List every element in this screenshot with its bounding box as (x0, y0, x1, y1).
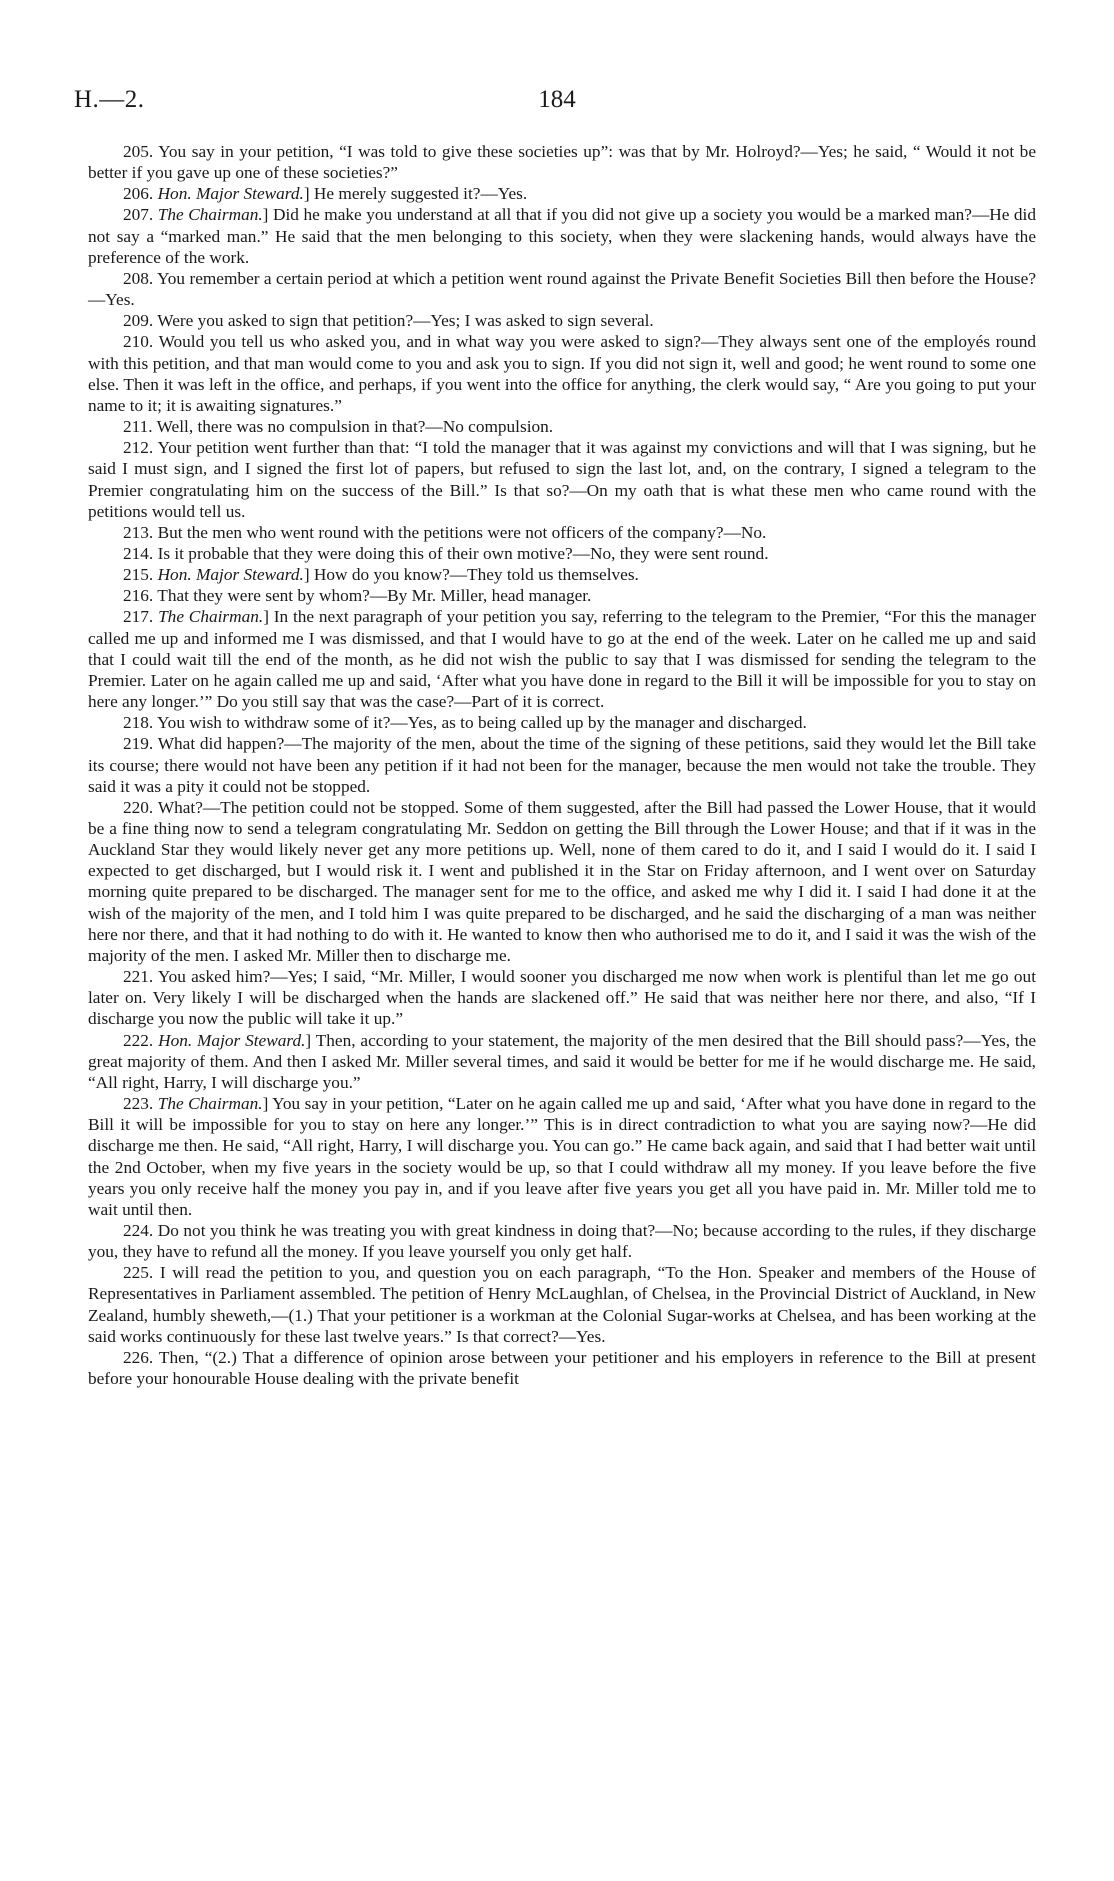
question-paragraph (88, 1262, 1036, 1347)
question-paragraph (88, 733, 1036, 796)
speaker-name: Hon. Major Steward. (157, 184, 304, 204)
question-number: 214. (123, 543, 154, 563)
paragraph-text: Well, there was no compulsion in that?—No compulsion. (156, 417, 554, 437)
paragraph-text: You say in your petition, “Later on he again called me up and said, ‘After what you have done in regard to the Bill it will be impossible for you to stay on here any longer.’” This is in direct contradiction to what you are saying now?—He did discharge me then. He said, “All right, Harry, I will discharge you. You can go.” He came back again, and said that I had better wait until the 2nd October, when my five years in the society would be up, so that I could withdraw all my money. If you leave before the five years you only receive half the money you pay in, and if you leave after five years you get all you have paid in. Mr. Miller told me to wait until then. (88, 1094, 1036, 1219)
paragraph-text: That they were sent by whom?—By Mr. Miller, head manager. (157, 586, 592, 606)
question-paragraph (88, 522, 1036, 543)
document-reference: H.—2. (74, 86, 145, 113)
paragraph-text: But the men who went round with the petitions were not officers of the company?—No. (157, 522, 767, 542)
speaker-name: The Chairman. (157, 205, 263, 225)
speaker-bracket: ] (263, 607, 269, 627)
question-paragraph (88, 331, 1036, 416)
question-paragraph (88, 416, 1036, 437)
question-paragraph (88, 585, 1036, 606)
question-paragraph (88, 437, 1036, 522)
paragraph-text: You wish to withdraw some of it?—Yes, as to being called up by the manager and discharged. (156, 713, 807, 733)
paragraph-text: What?—The petition could not be stopped. Some of them suggested, after the Bill had passed the Lower House, that it would be a fine thing now to send a telegram congratulating Mr. Seddon on getting the Bill through the Lower House; and that if it was in the Auckland Star they would likely never get any more petitions up. Well, none of them cared to do it, and I said I would do it. I said I expected to get discharged, but I would risk it. I went and published it in the Star on Friday afternoon, and I went over on Saturday morning quite prepared to be discharged. The manager sent for me to the office, and asked me why I did it. I said I had done it at the wish of the majority of the men, and I told him I was quite prepared to be discharged, and he said the discharging of a man was neither here nor there, and that it had nothing to do with it. He wanted to know then who authorised me to do it, and I said it was the wish of the majority of the men. I asked Mr. Miller then to discharge me. (88, 797, 1036, 965)
evidence-text (88, 141, 1036, 1389)
page-number: 184 (538, 86, 576, 113)
speaker-bracket: ] (262, 1094, 269, 1114)
question-number: 206. (123, 184, 154, 204)
paragraph-text: Were you asked to sign that petition?—Yes; I was asked to sign several. (157, 311, 654, 331)
paragraph-text: I will read the petition to you, and question you on each paragraph, “To the Hon. Speaker and members of the House of Representatives in Parliament assembled. The petition of Henry McLaughlan, of Chelsea, in the Provincial District of Auckland, in New Zealand, humbly sheweth,—(1.) That your petitioner is a workman at the Colonial Sugar-works at Chelsea, and has been working at the said works continuously for these last twelve years.” Is that correct?—Yes. (88, 1263, 1036, 1346)
question-paragraph (88, 564, 1036, 585)
question-paragraph (88, 1030, 1036, 1093)
question-number: 219. (123, 734, 154, 754)
speaker-bracket: ] (262, 205, 269, 225)
question-number: 208. (123, 268, 154, 288)
question-number: 226. (123, 1347, 154, 1367)
question-paragraph (88, 141, 1036, 183)
question-paragraph (88, 606, 1036, 712)
speaker-bracket: ] (305, 1030, 312, 1050)
question-number: 221. (123, 967, 154, 987)
question-number: 222. (123, 1030, 154, 1050)
paragraph-text: Did he make you understand at all that if you did not give up a society you would be a marked man?—He did not say a “marked man.” He said that the men belonging to this society, when they were slackening hands, would always have the preference of the work. (88, 205, 1036, 267)
speaker-name: Hon. Major Steward. (158, 1030, 306, 1050)
paragraph-text: Do not you think he was treating you with great kindness in doing that?—No; because according to the rules, if they discharge you, they have to refund all the money. If you leave yourself you only get half. (88, 1220, 1036, 1262)
speaker-bracket: ] (303, 565, 310, 585)
paragraph-text: You asked him?—Yes; I said, “Mr. Miller, I would sooner you discharged me now when work is plentiful than let me go out later on. Very likely I will be discharged when the hands are slackened off.” He said that was neither here nor there, and also, “If I discharge you now the public will take it up.” (88, 967, 1036, 1029)
paragraph-text: Is it probable that they were doing this of their own motive?—No, they were sent round. (157, 543, 769, 563)
question-paragraph (88, 797, 1036, 966)
paragraph-text: He merely suggested it?—Yes. (313, 184, 528, 204)
page-header (74, 86, 1040, 120)
paragraph-text: Then, “(2.) That a difference of opinion arose between your petitioner and his employers in reference to the Bill at present before your honourable House dealing with the private benefit (88, 1347, 1036, 1389)
paragraph-text: Then, according to your statement, the majority of the men desired that the Bill should pass?—Yes, the great majority of them. And then I asked Mr. Miller several times, and said it would be better for me if he would discharge me. He said, “All right, Harry, I will discharge you.” (88, 1030, 1037, 1092)
question-number: 223. (123, 1094, 154, 1114)
question-number: 210. (123, 332, 154, 352)
question-number: 212. (123, 438, 154, 458)
paragraph-text: In the next paragraph of your petition you say, referring to the telegram to the Premier, “For this the manager called me up and informed me I was dismissed, and that I would have to go at the end of the week. Later on he called me up and said that I could wait till the end of the month, as he did not wish the public to say that I was dismissed for sending the telegram to the Premier. Later on he again called me up and said, ‘After what you have done in regard to the Bill it will be impossible for you to stay on here any longer.’” Do you still say that was the case?—Part of it is correct. (88, 607, 1036, 712)
paragraph-text: Your petition went further than that: “I told the manager that it was against my convictions and will that I was signing, but he said I must sign, and I signed the first lot of papers, but refused to sign the last lot, and, on the contrary, I signed a telegram to the Premier congratulating him on the success of the Bill.” Is that so?—On my oath that is what these men who came round with the petitions would tell us. (88, 438, 1036, 521)
paragraph-text: Would you tell us who asked you, and in what way you were asked to sign?—They always sent one of the employés round with this petition, and that man would come to you and ask you to sign. If you did not sign it, well and good; he went round to some one else. Then it was left in the office, and perhaps, if you went into the office for anything, the clerk would say, “ Are you going to put your name to it; it is awaiting signatures.” (88, 332, 1036, 415)
question-paragraph (88, 310, 1036, 331)
paragraph-text: You say in your petition, “I was told to give these societies up”: was that by Mr. Holroyd?—Yes; he said, “ Would it not be better if you gave up one of these societies?” (88, 142, 1036, 183)
question-number: 225. (123, 1263, 154, 1283)
question-paragraph (88, 966, 1036, 1029)
question-number: 218. (123, 713, 154, 733)
question-number: 216. (123, 586, 154, 606)
speaker-name: Hon. Major Steward. (157, 565, 304, 585)
question-number: 205. (123, 142, 154, 161)
question-number: 220. (123, 797, 154, 817)
speaker-name: The Chairman. (157, 1094, 263, 1114)
question-number: 213. (123, 522, 154, 542)
question-number: 207. (123, 205, 154, 225)
paragraph-text: What did happen?—The majority of the men, about the time of the signing of these petitions, said they would let the Bill take its course; there would not have been any petition if it had not been for the manager, because the men would not take the trouble. They said it was a pity it could not be stopped. (88, 734, 1036, 796)
question-paragraph (88, 183, 1036, 204)
question-paragraph (88, 1093, 1036, 1220)
question-number: 217. (123, 607, 154, 627)
question-number: 209. (123, 311, 154, 331)
paragraph-text: You remember a certain period at which a petition went round against the Private Benefit Societies Bill then before the House?—Yes. (88, 268, 1036, 310)
question-paragraph (88, 712, 1036, 733)
question-paragraph (88, 1347, 1036, 1389)
question-paragraph (88, 543, 1036, 564)
question-paragraph (88, 204, 1036, 267)
speaker-bracket: ] (303, 184, 310, 204)
question-number: 211. (123, 417, 153, 437)
question-paragraph (88, 268, 1036, 310)
question-paragraph (88, 1220, 1036, 1262)
speaker-name: The Chairman. (158, 607, 264, 627)
question-number: 215. (123, 565, 154, 585)
question-number: 224. (123, 1220, 154, 1240)
paragraph-text: How do you know?—They told us themselves. (313, 565, 639, 585)
